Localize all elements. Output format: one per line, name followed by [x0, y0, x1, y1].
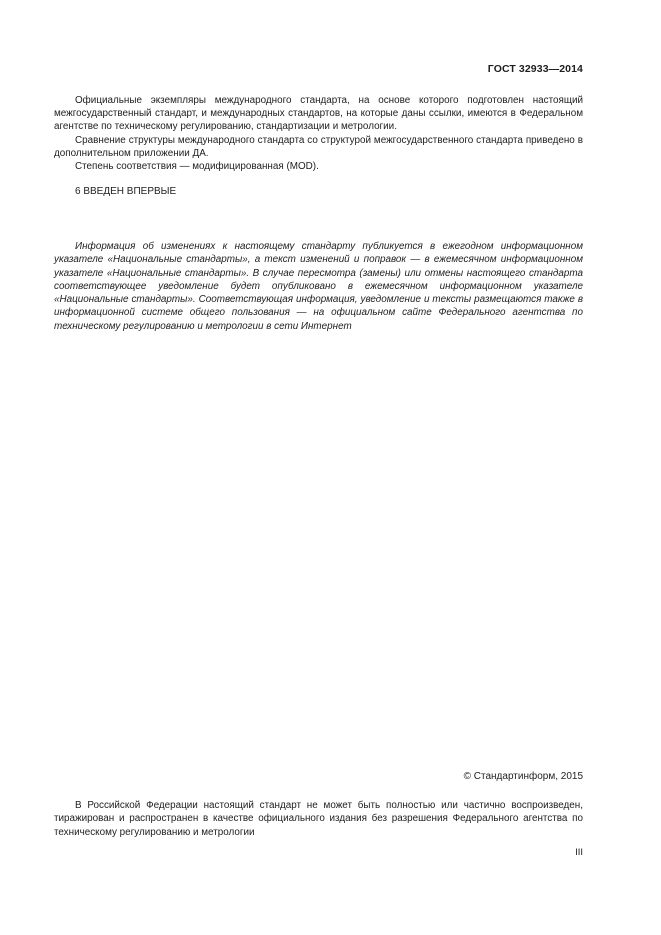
paragraph-structure-comparison: Сравнение структуры международного стандарта со структурой межгосударственного стандарта приведено в дополнительном приложении ДА.: [54, 134, 583, 159]
paragraph-official-copies: Официальные экземпляры международного стандарта, на основе которого подготовлен настоящий межгосударственный стандарт, и международных стандартов, на которые даны ссылки, имеются в Федеральном агентстве по техническому регулированию, стандартизации и метрологии.: [54, 95, 583, 133]
preface-body: [54, 94, 583, 173]
page-number: III: [575, 847, 583, 858]
document-code: ГОСТ 32933—2014: [487, 63, 583, 75]
reproduction-rights-notice: В Российской Федерации настоящий стандарт не может быть полностью или частично воспроизведен, тиражирован и распространен в качестве официального издания без разрешения Федерального агентства по техническому регулированию и метрологии: [54, 800, 583, 838]
changes-information-note: Информация об изменениях к настоящему стандарту публикуется в ежегодном информационном указателе «Национальные стандарты», а текст изменений и поправок — в ежемесячном информационном указателе «Национальные стандарты». В случае пересмотра (замены) или отмены настоящего стандарта соответствующее уведомление будет опубликовано в ежемесячном информационном указателе «Национальные стандарты». Соответствующая информация, уведомление и тексты размещаются также в информационной системе общего пользования — на официальном сайте Федерального агентства по техническому регулированию и метрологии в сети Интернет: [54, 241, 583, 332]
item-introduced-first-time: 6 ВВЕДЕН ВПЕРВЫЕ: [75, 186, 177, 197]
paragraph-conformity-degree: Степень соответствия — модифицированная (MOD).: [75, 161, 319, 173]
copyright-notice: © Стандартинформ, 2015: [463, 771, 583, 782]
